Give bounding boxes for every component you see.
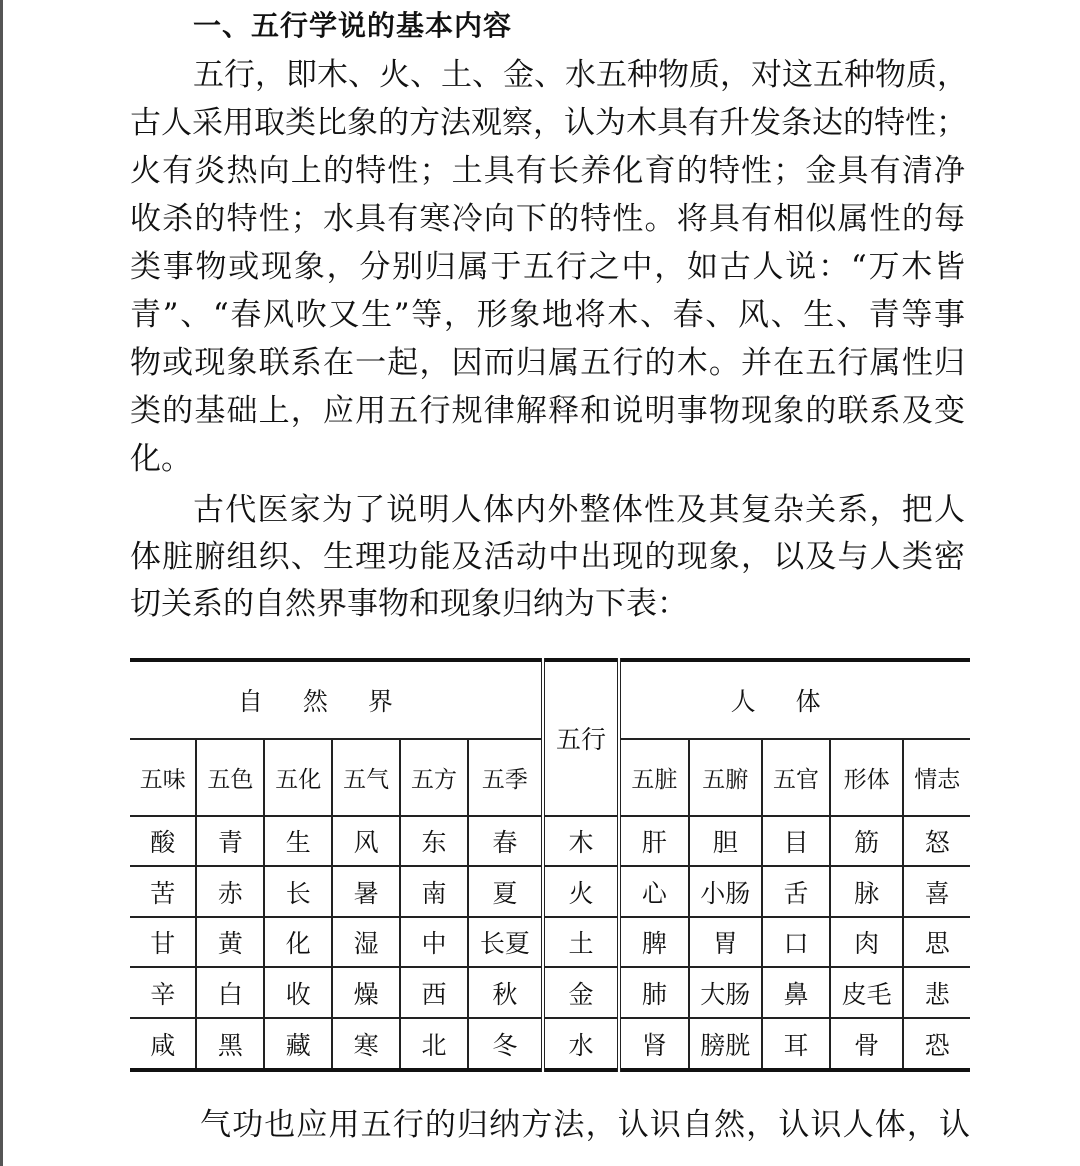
table-cell: 恐 [903,1018,970,1070]
table-cell: 化 [264,917,332,968]
text-line: 古人采用取类比象的方法观察，认为木具有升发条达的特性； [130,105,967,141]
table-row [130,917,970,968]
table-cell: 长 [264,866,332,917]
text-line: 五行，即木、火、土、金、水五种物质，对这五种物质， [193,57,968,93]
table-cell: 心 [619,866,688,917]
table-cell: 西 [400,967,468,1018]
table-cell: 中 [400,917,468,968]
table-cell: 北 [400,1018,468,1070]
table-cell: 金 [543,967,619,1018]
table-cell: 筋 [830,816,904,867]
text-line: 化。 [130,441,192,477]
text-line: 青”、“春风吹又生”等，形象地将木、春、风、生、青等事 [130,297,965,333]
table-row [130,816,970,867]
table-cell: 苦 [130,866,196,917]
table-cell: 冬 [468,1018,543,1070]
table-cell: 甘 [130,917,196,968]
table-cell: 生 [264,816,332,867]
table-cell: 肾 [619,1018,688,1070]
column-header: 情志 [903,739,970,816]
table-cell: 咸 [130,1018,196,1070]
table-cell: 喜 [903,866,970,917]
five-elements-table [130,658,970,1072]
column-header: 形体 [830,739,904,816]
header-wuxing: 五行 [543,660,619,816]
table-cell: 水 [543,1018,619,1070]
table-cell: 肺 [619,967,688,1018]
table-cell: 骨 [830,1018,904,1070]
header-nature-label: 自然界 [237,686,433,716]
table-cell: 膀胱 [689,1018,763,1070]
table-row [130,1018,970,1070]
table-cell: 口 [762,917,830,968]
column-header: 五味 [130,739,196,816]
text-line: 物或现象联系在一起，因而归属五行的木。并在五行属性归 [130,345,965,381]
text-line: 类事物或现象，分别归属于五行之中，如古人说：“万木皆 [130,249,965,285]
header-body-label: 人体 [730,686,861,716]
table-cell: 鼻 [762,967,830,1018]
table-cell: 秋 [468,967,543,1018]
header-nature [130,660,543,739]
text-line: 古代医家为了说明人体内外整体性及其复杂关系，把人 [193,492,965,528]
header-body [619,660,970,739]
table-cell: 赤 [196,866,264,917]
column-header: 五色 [196,739,264,816]
column-header: 五方 [400,739,468,816]
table-cell: 思 [903,917,970,968]
text-line: 火有炎热向上的特性；土具有长养化育的特性；金具有清净 [130,153,965,189]
table-cell: 肝 [619,816,688,867]
text-line: 收杀的特性；水具有寒冷向下的特性。将具有相似属性的每 [130,201,965,237]
table-row [130,866,970,917]
table-cell: 白 [196,967,264,1018]
table-cell: 皮毛 [830,967,904,1018]
table-cell: 脾 [619,917,688,968]
table-row [130,967,970,1018]
section-heading: 一、五行学说的基本内容 [193,9,513,42]
table-cell: 风 [332,816,400,867]
page-edge [0,0,3,1166]
table-cell: 小肠 [689,866,763,917]
table-cell: 黑 [196,1018,264,1070]
table-cell: 肉 [830,917,904,968]
table-cell: 暑 [332,866,400,917]
column-header: 五官 [762,739,830,816]
table-cell: 悲 [903,967,970,1018]
column-header: 五脏 [619,739,688,816]
table-cell: 燥 [332,967,400,1018]
column-header: 五化 [264,739,332,816]
text-line: 类的基础上，应用五行规律解释和说明事物现象的联系及变 [130,393,965,429]
table-cell: 大肠 [689,967,763,1018]
table-cell: 火 [543,866,619,917]
table-cell: 收 [264,967,332,1018]
text-line: 切关系的自然界事物和现象归纳为下表： [130,586,688,622]
table-cell: 夏 [468,866,543,917]
table-cell: 胃 [689,917,763,968]
column-header: 五气 [332,739,400,816]
closing-line: 气功也应用五行的归纳方法，认识自然，认识人体，认 [200,1107,970,1143]
table-cell: 耳 [762,1018,830,1070]
table-cell: 舌 [762,866,830,917]
text-line: 体脏腑组织、生理功能及活动中出现的现象，以及与人类密 [130,539,965,575]
table-cell: 长夏 [468,917,543,968]
table-cell: 酸 [130,816,196,867]
table-cell: 南 [400,866,468,917]
table-cell: 藏 [264,1018,332,1070]
table-cell: 胆 [689,816,763,867]
table-cell: 黄 [196,917,264,968]
table-cell: 怒 [903,816,970,867]
table-cell: 青 [196,816,264,867]
table-cell: 春 [468,816,543,867]
table-cell: 湿 [332,917,400,968]
table-cell: 脉 [830,866,904,917]
table-cell: 目 [762,816,830,867]
table-cell: 木 [543,816,619,867]
table-cell: 土 [543,917,619,968]
table-cell: 辛 [130,967,196,1018]
column-header: 五季 [468,739,543,816]
table-cell: 寒 [332,1018,400,1070]
table-cell: 东 [400,816,468,867]
column-header: 五腑 [689,739,763,816]
